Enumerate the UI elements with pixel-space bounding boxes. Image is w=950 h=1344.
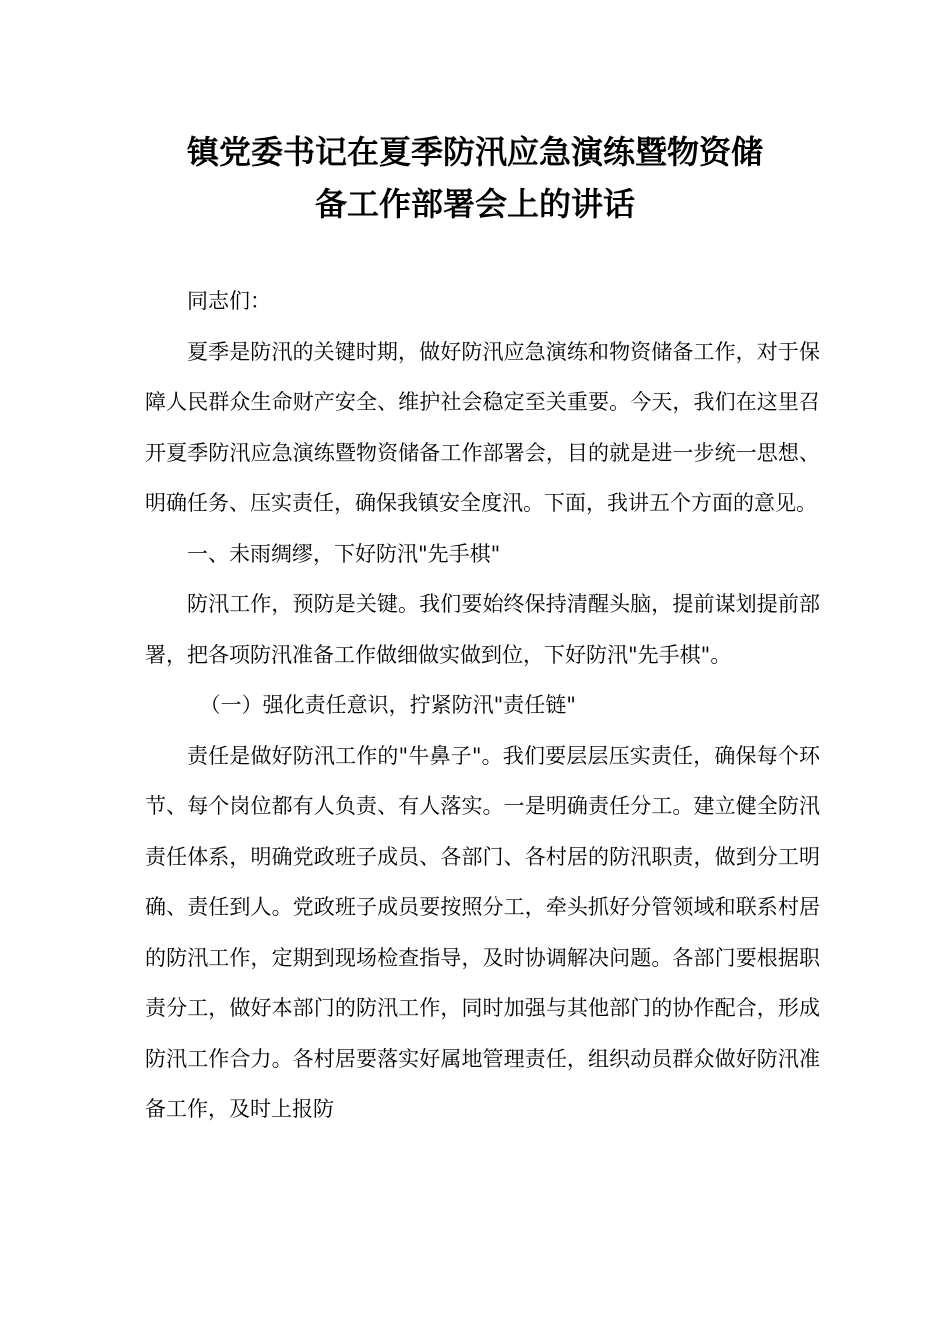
- document-title: [130, 126, 820, 230]
- greeting: 同志们：: [187, 289, 271, 313]
- paragraph-intro: 夏季是防汛的关键时期，做好防汛应急演练和物资储备工作，对于保障人民群众生命财产安全、维护社会稳定至关重要。今天，我们在这里召开夏季防汛应急演练暨物资储备工作部署会，目的就是进一步统一思想、明确任务、压实责任，确保我镇安全度汛。下面，我讲五个方面的意见。: [145, 339, 820, 515]
- title-line-2: 备工作部署会上的讲话: [314, 185, 635, 223]
- subsection-heading-1-1: （一）强化责任意识，拧紧防汛"责任链": [199, 693, 576, 717]
- paragraph-subsection-1-1: 责任是做好防汛工作的"牛鼻子"。我们要层层压实责任，确保每个环节、每个岗位都有人负责、有人落实。一是明确责任分工。建立健全防汛责任体系，明确党政班子成员、各部门、各村居的防汛职责，做到分工明确、责任到人。党政班子成员要按照分工，牵头抓好分管领域和联系村居的防汛工作，定期到现场检查指导，及时协调解决问题。各部门要根据职责分工，做好本部门的防汛工作，同时加强与其他部门的协作配合，形成防汛工作合力。各村居要落实好属地管理责任，组织动员群众做好防汛准备工作，及时上报防: [145, 743, 820, 1121]
- section-heading-1: 一、未雨绸缪，下好防汛"先手棋": [187, 541, 501, 566]
- title-line-1: 镇党委书记在夏季防汛应急演练暨物资储: [186, 133, 763, 171]
- paragraph-section-1: 防汛工作，预防是关键。我们要始终保持清醒头脑，提前谋划提前部署，把各项防汛准备工作做细做实做到位，下好防汛"先手棋"。: [145, 592, 820, 667]
- document-body: [145, 276, 820, 1135]
